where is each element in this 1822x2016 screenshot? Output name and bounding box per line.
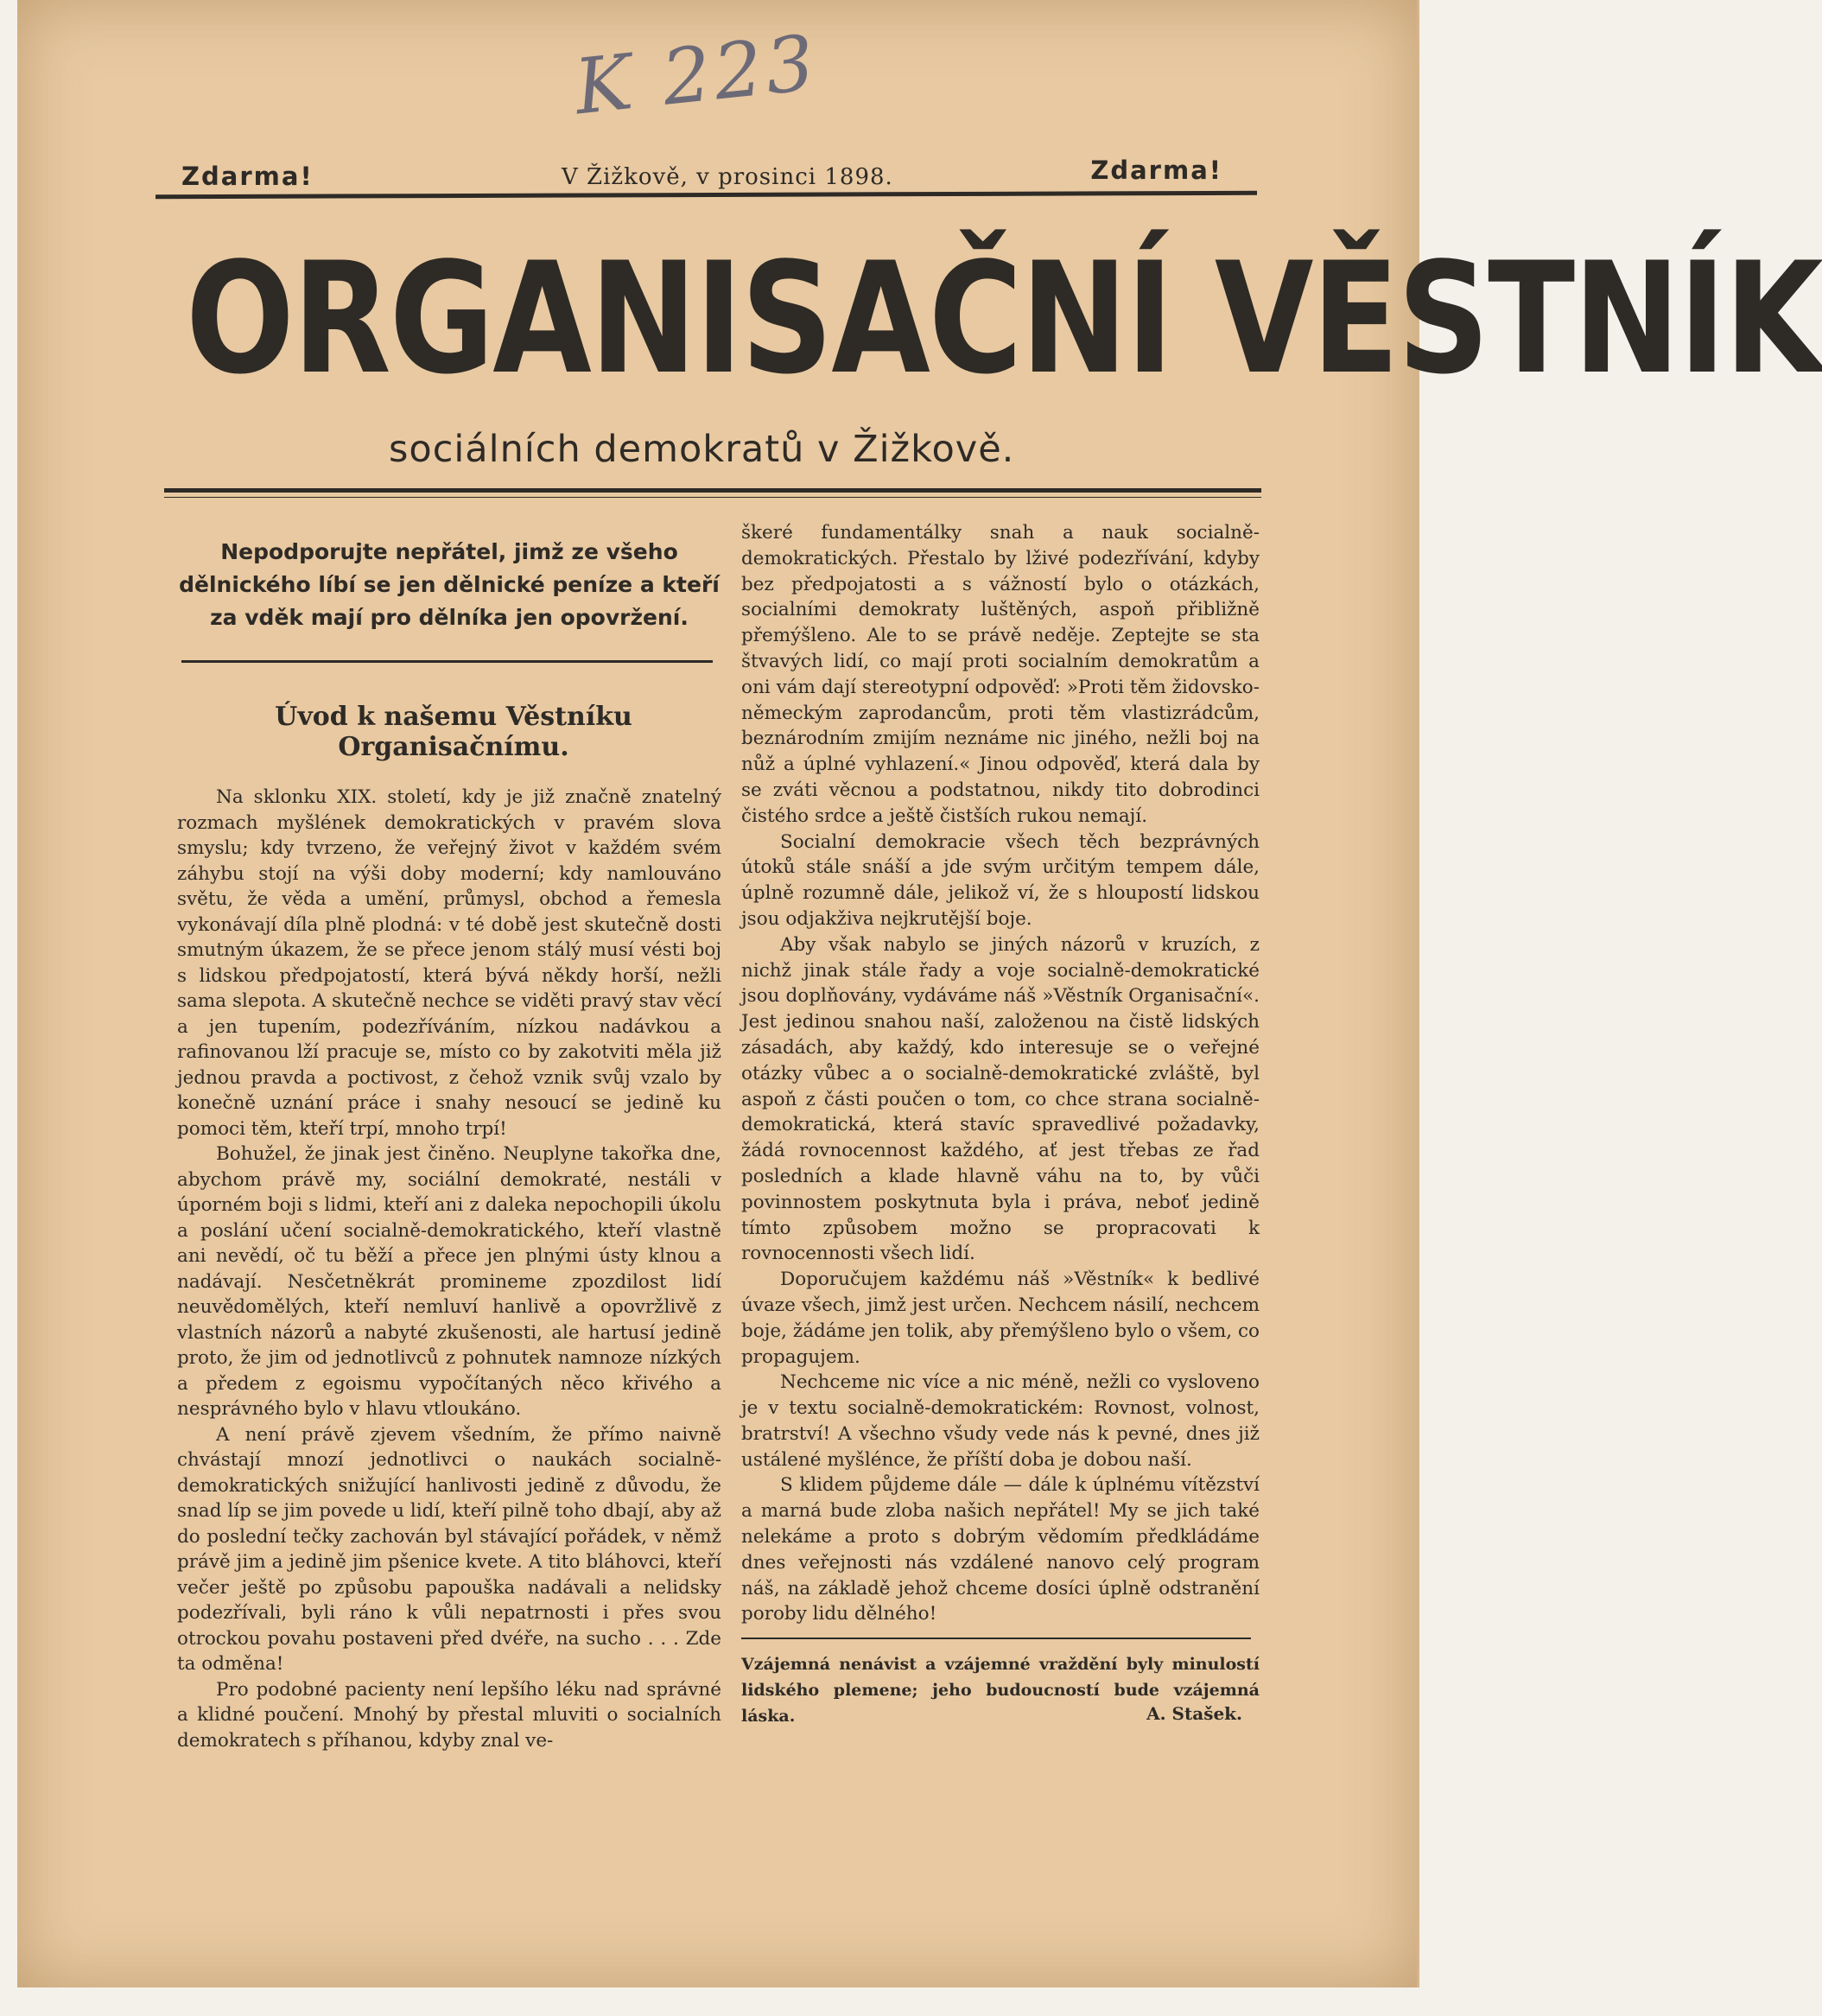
article-paragraph: Na sklonku XIX. století, kdy je již značně znatelný rozmach myšlének demokratických v pravém slova smyslu; kdy tvrzeno, že veřejný život v každém svém záhybu stojí na výši doby moderní; kdy namlouváno světu, že věda a umění, průmysl, obchod a řemesla vykonávají díla plně plodná: v té době jest skutečně dosti smutným úkazem, že se přece jenom stálý musí vésti boj s lidskou předpojatostí, která bývá někdy horší, nežli sama slepota. A skutečně nechce se viděti pravý stav věcí a jen tupením, podezříváním, nízkou nadávkou a rafinovanou lží pracuje se, místo co by zakotviti měla již jednou pravda a poctivost, z čehož vznik svůj vzalo by konečně uznání práce i snahy nesoucí se jedině ku pomoci těm, kteří trpí, mnoho trpí! [177, 786, 721, 1140]
masthead-rule-thin [164, 497, 1261, 498]
article-paragraph-continued: škeré fundamentálky snah a nauk socialně-demokratických. Přestalo by lživé podezřívání, kdyby bez předpojatosti a s vážností bylo o otázkách, socialními demokraty luštěných, aspoň přibližně přemýšleno. Ale to se právě neděje. Zeptejte se sta štvavých lidí, co mají proti socialním demokratům a oni vám dají stereotypní odpověď: »Proti těm židovsko-německým zaprodancům, proti těm vlastizrádcům, beznárodním zmijím neznáme nic jiného, nežli boj na nůž a úplné vyhlazení.« Jinou odpověď, která dala by se zváti věcnou a podstatnou, nikdy tito dobrodinci čistého srdce a ještě čistších rukou nemají. [741, 522, 1260, 827]
masthead-subtitle: sociálních demokratů v Žižkově. [389, 428, 1015, 471]
masthead-title: ORGANISAČNÍ VĚSTNÍK [186, 229, 1822, 408]
quote-rule [741, 1638, 1251, 1639]
masthead-rule-thick [164, 488, 1261, 493]
slogan-rule [181, 660, 713, 663]
left-column [177, 536, 721, 1753]
article-paragraph: Socialní demokracie všech těch bezprávných útoků stále snáší a jde svým určitým tempem dále, úplně rozumně dále, jelikož ví, že s hloupostí lidskou jsou odjakživa nejkrutější boje. [741, 830, 1260, 930]
article-paragraph: Nechceme nic více a nic méně, nežli co vysloveno je v textu socialně-demokratickém: Rovnost, volnost, bratrství! A všechno všudy vede nás k pevné, dnes již ustálené myšlénce, že příští doba je dobou naší. [741, 1371, 1260, 1471]
dateline: V Žižkově, v prosinci 1898. [562, 164, 893, 190]
article-paragraph: Pro podobné pacienty není lepšího léku nad správné a klidné poučení. Mnohý by přestal mluviti o socialních demokratech s příhanou, kdyby znal ve- [177, 1678, 721, 1752]
quote-author: A. Stašek. [1146, 1703, 1242, 1725]
article-heading: Úvod k našemu Věstníku Organisačnímu. [275, 702, 632, 762]
article-paragraph: A není právě zjevem všedním, že přímo naivně chvástají mnozí jednotlivci o naukách socialně-demokratických snižující hanlivosti jedině z důvodu, že snad líp se jim povede u lidí, kteří pilně toho dbají, aby až do poslední tečky zachován byl stávající pořádek, v němž právě jim a jedině jim pšenice kvete. A tito bláhovci, kteří večer ještě po způsobu papouška nadávali a nelidsky podezřívali, byli ráno k vůli nepatrnosti i přes svou otrockou povahu postaveni před dvéře, na sucho . . . Zde ta odměna! [177, 1423, 721, 1675]
right-column [741, 520, 1260, 1727]
article-paragraph: Aby však nabylo se jiných názorů v kruzích, z nichž jinak stále řady a voje socialně-demokratické jsou doplňovány, vydáváme náš »Věstník Organisační«. Jest jedinou snahou naší, založenou na čistě lidských zásadách, aby každý, kdo interesuje se o veřejné otázky vůbec a o socialně-demokratické zvláště, byl aspoň z části poučen o tom, co chce strana socialně-demokratická, která stavíc spravedlivé požadavky, žádá rovnocennost každého, ať jest třebas ze řad posledních a klade hlavně váhu na to, by vůči povinnostem poskytnuta byla i práva, neboť jedině tímto způsobem možno se propracovati k rovnocennosti všech lidí. [741, 933, 1260, 1265]
newspaper-page [17, 0, 1822, 1987]
article-paragraph: Bohužel, že jinak jest činěno. Neuplyne takořka dne, abychom právě my, sociální demokraté, nestáli v úporném boji s lidmi, kteří ani z daleka nepochopili úkolu a poslání učení socialně-demokratického, kteří vlastně ani nevědí, oč tu běží a přece jen plnými ústy klnou a nadávají. Nesčetněkrát promineme zpozdilost lidí neuvědomělých, kteří nemluví hanlivě a opovržlivě z vlastních názorů a nabyté zkušenosti, ale hartusí jedině proto, že jim od jednotlivců z pohnutek namnoze nízkých a předem z egoismu vypočítaných něco křivého a nesprávného bylo v hlavu vtloukáno. [177, 1143, 721, 1420]
closing-quote: Vzájemná nenávist a vzájemné vraždění byly minulostí lidského plemene; jeho budoucností bude vzájemná láska. [741, 1655, 1260, 1727]
free-label-right: Zdarma! [1090, 156, 1222, 185]
slogan: Nepodporujte nepřátel, jimž ze všeho dělnického líbí se jen dělnické peníze a kteří za vděk mají pro dělníka jen opovržení. [179, 539, 720, 630]
free-label-left: Zdarma! [181, 162, 314, 191]
handwritten-archive-mark: K 223 [570, 17, 822, 132]
article-paragraph: Doporučujem každému náš »Věstník« k bedlivé úvaze všech, jimž jest určen. Nechcem násilí, nechcem boje, žádáme jen tolik, aby přemýšleno bylo o všem, co propagujem. [741, 1269, 1260, 1368]
article-paragraph: S klidem půjdeme dále — dále k úplnému vítězství a marná bude zloba našich nepřátel! My se jich také nelekáme a proto s dobrým vědomím předkládáme dnes veřejnosti nás vzdálené nanovo celý program náš, na základě jehož chceme dosíci úplně odstranění poroby lidu dělného! [741, 1474, 1260, 1625]
